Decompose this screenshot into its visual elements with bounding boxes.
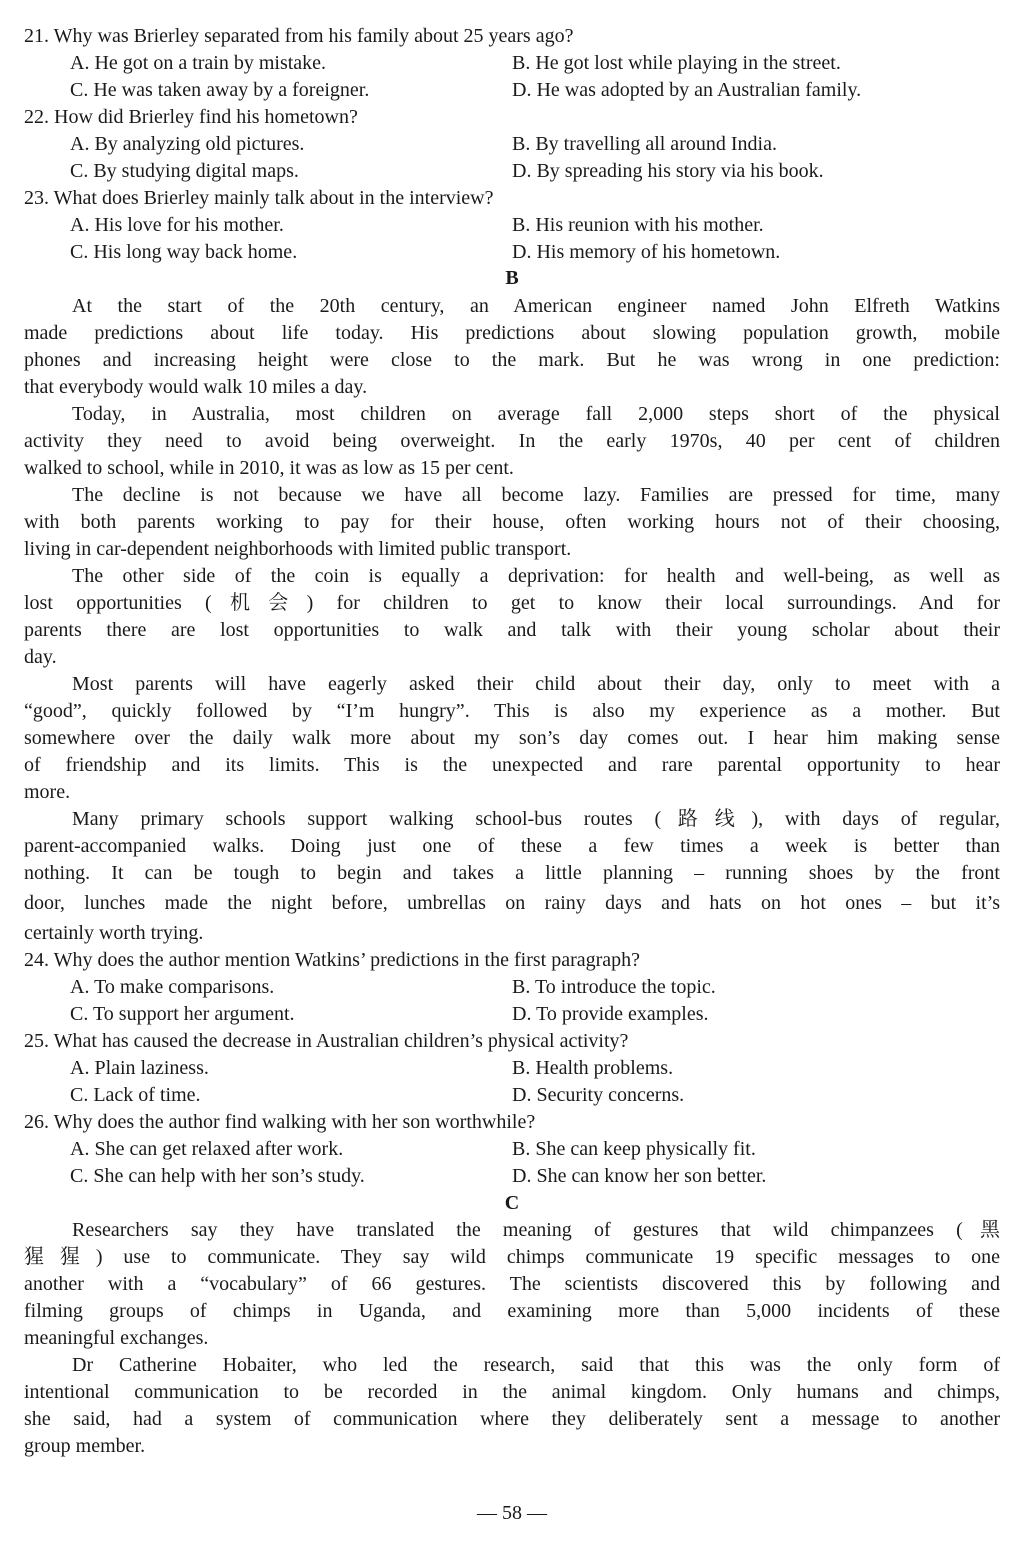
passage-c-paragraph-2-line: intentional communication to be recorded in the animal kingdom. Only humans and chimps, xyxy=(24,1381,1000,1403)
question-26-option-b: B. She can keep physically fit. xyxy=(512,1138,756,1160)
question-22-stem: 22. How did Brierley find his hometown? xyxy=(24,106,358,128)
passage-b-paragraph-6-line: door, lunches made the night before, umbrellas on rainy days and hats on hot ones – but it’s xyxy=(24,892,1000,914)
question-23-stem: 23. What does Brierley mainly talk about in the interview? xyxy=(24,187,494,209)
passage-b-paragraph-4-line: parents there are lost opportunities to walk and talk with their young scholar about their xyxy=(24,619,1000,641)
passage-b-paragraph-5-line: Most parents will have eagerly asked their child about their day, only to meet with a xyxy=(72,673,1000,695)
question-21-option-a: A. He got on a train by mistake. xyxy=(70,52,327,74)
passage-b-paragraph-4-line: lost opportunities (机会) for children to get to know their local surroundings. And for xyxy=(24,592,1000,614)
passage-b-paragraph-1-line: made predictions about life today. His predictions about slowing population growth, mobile xyxy=(24,322,1000,344)
question-25-stem: 25. What has caused the decrease in Australian children’s physical activity? xyxy=(24,1030,629,1052)
passage-c-paragraph-1-line: 猩猩) use to communicate. They say wild chimps communicate 19 specific messages to one xyxy=(24,1246,1000,1268)
question-26-stem: 26. Why does the author find walking with her son worthwhile? xyxy=(24,1111,536,1133)
question-23-option-a: A. His love for his mother. xyxy=(70,214,284,236)
passage-b-paragraph-5-line: of friendship and its limits. This is the unexpected and rare parental opportunity to hear xyxy=(24,754,1000,776)
question-24-option-b: B. To introduce the topic. xyxy=(512,976,716,998)
passage-b-paragraph-5-line: more. xyxy=(24,781,71,803)
question-26-option-c: C. She can help with her son’s study. xyxy=(70,1165,365,1187)
passage-b-paragraph-1-line: that everybody would walk 10 miles a day. xyxy=(24,376,368,398)
passage-b-paragraph-3-line: The decline is not because we have all become lazy. Families are pressed for time, many xyxy=(72,484,1000,506)
passage-b-paragraph-1-line: phones and increasing height were close to the mark. But he was wrong in one prediction: xyxy=(24,349,1000,371)
section-b-heading: B xyxy=(505,267,519,289)
passage-c-paragraph-1-line: filming groups of chimps in Uganda, and examining more than 5,000 incidents of these xyxy=(24,1300,1000,1322)
question-24-option-a: A. To make comparisons. xyxy=(70,976,275,998)
question-23-option-d: D. His memory of his hometown. xyxy=(512,241,781,263)
question-24-option-c: C. To support her argument. xyxy=(70,1003,295,1025)
question-21-option-b: B. He got lost while playing in the street. xyxy=(512,52,841,74)
passage-c-paragraph-2-line: group member. xyxy=(24,1435,146,1457)
passage-b-paragraph-4-line: day. xyxy=(24,646,57,668)
section-c-heading: C xyxy=(504,1192,520,1214)
passage-b-paragraph-5-line: “good”, quickly followed by “I’m hungry”. This is also my experience as a mother. But xyxy=(24,700,1000,722)
passage-b-paragraph-6-line: certainly worth trying. xyxy=(24,922,204,944)
question-26-option-d: D. She can know her son better. xyxy=(512,1165,767,1187)
question-25-option-b: B. Health problems. xyxy=(512,1057,674,1079)
passage-c-paragraph-2-line: Dr Catherine Hobaiter, who led the research, said that this was the only form of xyxy=(72,1354,1000,1376)
question-24-stem: 24. Why does the author mention Watkins’ predictions in the first paragraph? xyxy=(24,949,641,971)
passage-c-paragraph-1-line: Researchers say they have translated the meaning of gestures that wild chimpanzees (黑 xyxy=(72,1219,1000,1241)
question-26-option-a: A. She can get relaxed after work. xyxy=(70,1138,344,1160)
passage-b-paragraph-5-line: somewhere over the daily walk more about my son’s day comes out. I hear him making sense xyxy=(24,727,1000,749)
passage-b-paragraph-6-line: nothing. It can be tough to begin and takes a little planning – running shoes by the front xyxy=(24,862,1000,884)
passage-b-paragraph-2-line: Today, in Australia, most children on average fall 2,000 steps short of the physical xyxy=(72,403,1000,425)
question-25-option-a: A. Plain laziness. xyxy=(70,1057,209,1079)
question-22-option-a: A. By analyzing old pictures. xyxy=(70,133,305,155)
passage-b-paragraph-1-line: At the start of the 20th century, an American engineer named John Elfreth Watkins xyxy=(72,295,1000,317)
passage-c-paragraph-1-line: another with a “vocabulary” of 66 gestures. The scientists discovered this by following and xyxy=(24,1273,1000,1295)
passage-b-paragraph-3-line: living in car-dependent neighborhoods with limited public transport. xyxy=(24,538,572,560)
question-25-option-d: D. Security concerns. xyxy=(512,1084,685,1106)
question-23-option-b: B. His reunion with his mother. xyxy=(512,214,764,236)
passage-b-paragraph-3-line: with both parents working to pay for their house, often working hours not of their choosing, xyxy=(24,511,1000,533)
question-23-option-c: C. His long way back home. xyxy=(70,241,298,263)
question-22-option-b: B. By travelling all around India. xyxy=(512,133,777,155)
question-24-option-d: D. To provide examples. xyxy=(512,1003,709,1025)
passage-c-paragraph-1-line: meaningful exchanges. xyxy=(24,1327,209,1349)
question-21-option-d: D. He was adopted by an Australian family. xyxy=(512,79,862,101)
question-21-option-c: C. He was taken away by a foreigner. xyxy=(70,79,370,101)
page-number: — 58 — xyxy=(477,1502,547,1524)
passage-b-paragraph-6-line: Many primary schools support walking school-bus routes (路线), with days of regular, xyxy=(72,808,1000,830)
passage-c-paragraph-2-line: she said, had a system of communication where they deliberately sent a message to another xyxy=(24,1408,1000,1430)
question-22-option-c: C. By studying digital maps. xyxy=(70,160,299,182)
question-25-option-c: C. Lack of time. xyxy=(70,1084,201,1106)
question-22-option-d: D. By spreading his story via his book. xyxy=(512,160,824,182)
passage-b-paragraph-4-line: The other side of the coin is equally a deprivation: for health and well-being, as well as xyxy=(72,565,1000,587)
question-21-stem: 21. Why was Brierley separated from his family about 25 years ago? xyxy=(24,25,574,47)
passage-b-paragraph-2-line: walked to school, while in 2010, it was as low as 15 per cent. xyxy=(24,457,514,479)
passage-b-paragraph-6-line: parent-accompanied walks. Doing just one of these a few times a week is better than xyxy=(24,835,1000,857)
passage-b-paragraph-2-line: activity they need to avoid being overweight. In the early 1970s, 40 per cent of children xyxy=(24,430,1000,452)
